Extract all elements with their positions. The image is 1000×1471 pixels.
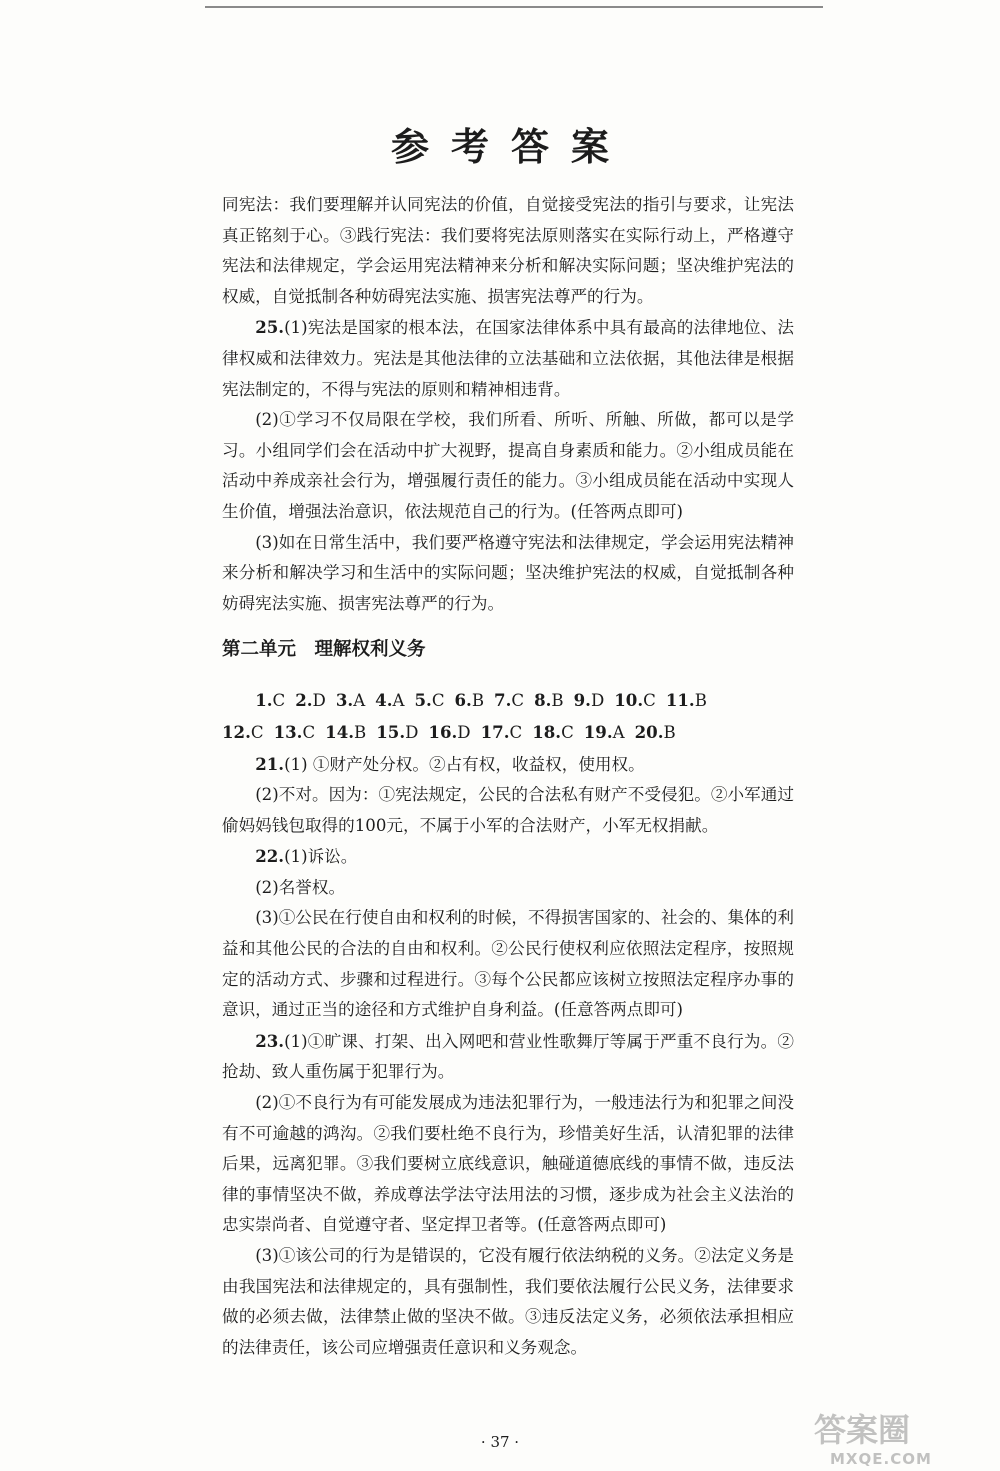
mc-answer [574,685,605,717]
mc-answer-letter: C [643,691,656,711]
mc-answer [274,717,316,749]
mc-answer-number: 12. [222,721,251,742]
section-heading: 第二单元 理解权利义务 [222,639,426,661]
watermark-url: MXQE.COM [830,1450,932,1468]
mc-answer-number: 2. [295,690,313,711]
paragraph-continued: 同宪法：我们要理解并认同宪法的价值，自觉接受宪法的指引与要求，让宪法真正铭刻于心。③践行宪法：我们要将宪法原则落实在实际行动上，严格遵守宪法和法律规定，学会运用宪法精神来分析和解决实际问题；坚决维护宪法的权威，自觉抵制各种妨碍宪法实施、损害宪法尊严的行为。 [222,195,794,306]
mc-answer [494,685,524,717]
mc-answer-number: 9. [573,690,591,711]
mc-answer-letter: B [551,691,564,711]
page-title: 参考答案 [390,124,631,169]
mc-answer [481,717,523,749]
mc-answer-letter: A [392,691,405,711]
mc-answer-number: 7. [494,690,512,711]
mc-answer-letter: C [561,722,574,742]
q23-number: 23. [255,1030,285,1051]
q21-part1: 21.(1) ①财产处分权。②占有权，收益权，使用权。 [255,753,645,774]
mc-answer-number: 13. [273,721,303,742]
mc-answer [666,685,707,717]
mc-answer-letter: C [431,691,445,711]
mc-answer-number: 15. [376,721,406,742]
mc-answer-letter: A [353,691,366,711]
mc-answer [614,685,656,717]
q22-part2: (2)名誉权。 [255,877,346,897]
mc-answer-letter: B [354,722,367,742]
q25-number: 25. [255,317,285,338]
mc-answer-number: 10. [614,690,644,711]
mc-answer-number: 1. [255,690,273,711]
mc-answer-letter: C [511,691,525,711]
mc-answer-letter: B [663,722,676,742]
mc-answer-letter: A [612,722,625,742]
watermark-text: 答案圈 [814,1411,911,1449]
mc-answer [375,685,404,717]
top-rule [205,6,823,8]
mc-answer-letter: D [405,722,419,742]
mc-answer-number: 20. [634,721,664,742]
mc-answer-number: 6. [454,690,472,711]
q21-part2: (2)不对。因为：①宪法规定，公民的合法私有财产不受侵犯。②小军通过偷妈妈钱包取得的100元，不属于小军的合法财产，小军无权捐献。 [222,785,794,835]
mc-answer-letter: C [302,722,316,742]
q25-part1: 25.(1)宪法是国家的根本法，在国家法律体系中具有最高的法律地位、法律权威和法律效力。宪法是其他法律的立法基础和立法依据，其他法律是根据宪法制定的，不得与宪法的原则和精神相违背。 [222,317,794,399]
mc-answer [534,685,564,717]
mc-answer [635,717,676,749]
q21-number: 21. [255,753,285,774]
mc-answer-number: 18. [532,721,562,742]
mc-answer-number: 19. [583,721,613,742]
answer-row-1 [222,685,794,717]
q22-number: 22. [255,846,285,867]
watermark-logo [810,1412,992,1468]
mc-answer-letter: D [590,691,605,711]
mc-answer-number: 8. [534,690,552,711]
multiple-choice-answers [222,685,794,748]
q23-part2: (2)①不良行为有可能发展成为违法犯罪行为，一般违法行为和犯罪之间没有不可逾越的鸿沟。②我们要杜绝不良行为，珍惜美好生活，认清犯罪的法律后果，远离犯罪。③我们要树立底线意识，触碰道德底线的事情不做，违反法律的事情坚决不做，养成尊法学法守法用法的习惯，逐步成为社会主义法治的忠实崇尚者、自觉遵守者、坚定捍卫者等。(任意答两点即可) [222,1093,794,1235]
mc-answer-number: 3. [335,690,354,711]
mc-answer [455,685,485,717]
answer-row-2 [222,717,794,749]
mc-answer [584,717,625,749]
q25-part2: (2)①学习不仅局限在学校，我们所看、所听、所触、所做，都可以是学习。小组同学们会在活动中扩大视野，提高自身素质和能力。②小组成员能在活动中养成亲社会行为，增强履行责任的能力。③小组成员能在活动中实现人生价值，增强法治意识，依法规范自己的行为。(任答两点即可) [222,410,794,521]
q23-part3: (3)①该公司的行为是错误的，它没有履行依法纳税的义务。②法定义务是由我国宪法和法律规定的，具有强制性，我们要依法履行公民义务，法律要求做的必须去做，法律禁止做的坚决不做。③违反法定义务，必须依法承担相应的法律责任，该公司应增强责任意识和义务观念。 [222,1246,794,1357]
page-number: · 37 · [480,1433,520,1451]
q23-part1: 23.(1)①旷课、打架、出入网吧和营业性歌舞厅等属于严重不良行为。②抢劫、致人重伤属于犯罪行为。 [222,1030,794,1082]
mc-answer [325,717,366,749]
mc-answer [376,717,418,749]
mc-answer [414,685,444,717]
mc-answer-letter: D [312,691,326,711]
mc-answer-letter: C [272,691,286,711]
mc-answer-number: 14. [325,721,355,742]
mc-answer-letter: B [694,691,707,711]
q22-part3: (3)①公民在行使自由和权利的时候，不得损害国家的、社会的、集体的利益和其他公民的合法的自由和权利。②公民行使权利应依照法定程序，按照规定的活动方式、步骤和过程进行。③每个公民都应该树立按照法定程序办事的意识，通过正当的途径和方式维护自身利益。(任意答两点即可) [222,908,794,1020]
mc-answer [336,685,365,717]
mc-answer [255,685,285,717]
mc-answer-letter: D [457,722,471,742]
mc-answer-number: 4. [375,690,393,711]
mc-answer [428,717,470,749]
q22-part1: 22.(1)诉讼。 [255,846,358,867]
answer-content [222,190,794,1363]
mc-answer-number: 17. [480,721,510,742]
mc-answer-letter: C [509,722,523,742]
mc-answer [295,685,326,717]
mc-answer-number: 5. [414,690,432,711]
mc-answer-number: 11. [665,690,695,711]
mc-answer-number: 16. [428,721,458,742]
mc-answer-letter: B [471,691,485,711]
mc-answer [532,717,574,749]
mc-answer-letter: C [250,722,264,742]
mc-answer [222,717,264,749]
q25-part3: (3)如在日常生活中，我们要严格遵守宪法和法律规定，学会运用宪法精神来分析和解决学习和生活中的实际问题；坚决维护宪法的权威，自觉抵制各种妨碍宪法实施、损害宪法尊严的行为。 [222,532,794,613]
